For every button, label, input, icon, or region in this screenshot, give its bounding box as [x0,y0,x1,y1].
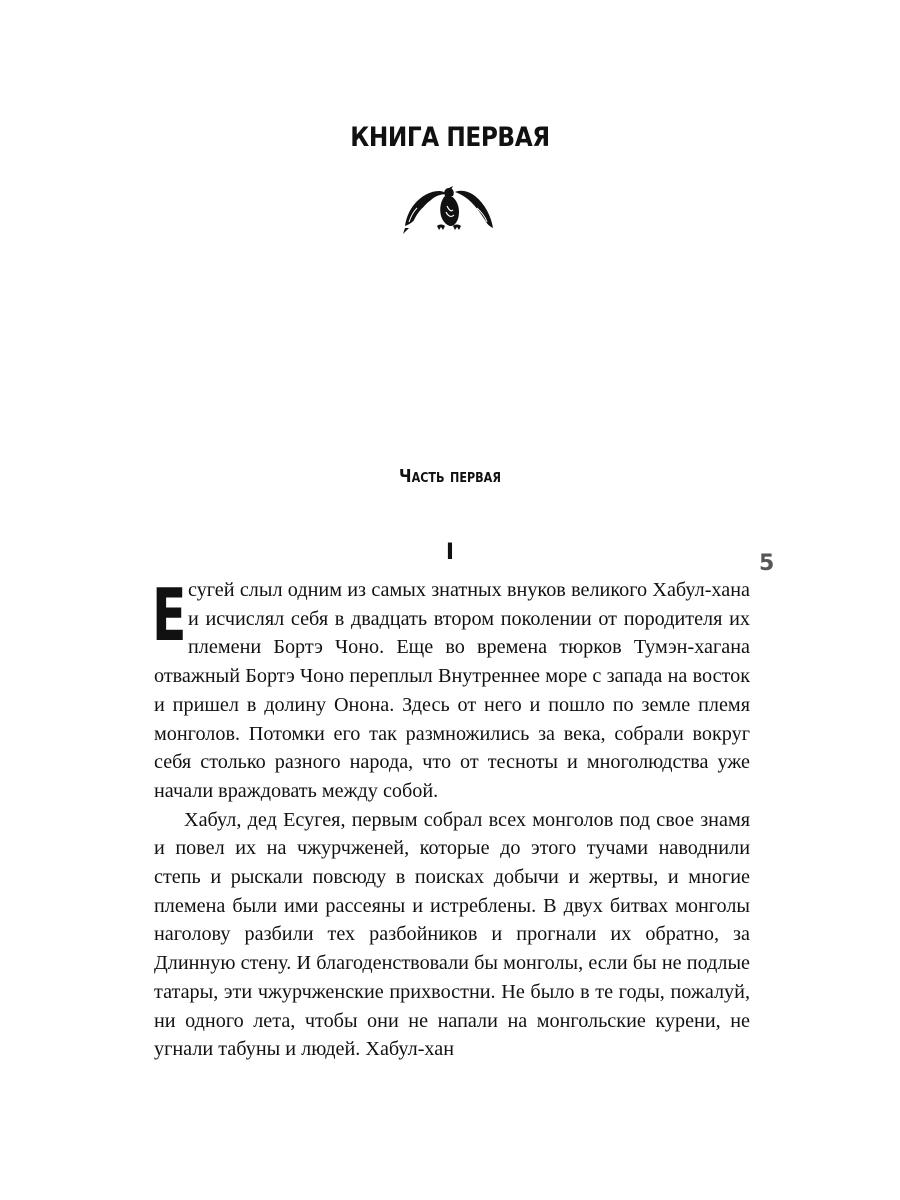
part-title: Часть первая [399,466,501,487]
body-text [152,573,750,1064]
eagle-icon [401,182,497,234]
paragraph-1-text: сугей слыл одним из самых знатных внуков великого Хабул-хана и исчислял себя в двадцать втором поколении от породителя их племени Бортэ Чоно. Еще во времена тюрков Тумэн-хагана отважный Бортэ Чоно переплыл Внутреннее море с запада на восток и пришел в долину Онона. Здесь от него и пошло по земле племя монголов. Потомки его так размножились за века, собрали вокруг себя столько разного народа, что от тесноты и многолюдства уже начали враждовать между собой. [154,579,750,802]
paragraph-2: Хабул, дед Есугея, первым собрал всех монголов под свое знамя и повел их на чжурчженей, которые до этого тучами наводнили степь и рыскали повсюду в поисках добычи и жертвы, и многие племена были ими рассеяны и истреблены. В двух битвах монголы наголову разбили тех разбойников и прогнали их обратно, за Длинную стену. И благоденствовали бы монголы, если бы не подлые татары, эти чжурчженские прихвостни. Не было в те годы, пожалуй, ни одного лета, чтобы они не напали на монгольские курени, не угнали табуны и людей. Хабул-хан [154,808,750,1061]
chapter-number: I [445,540,455,565]
book-title: КНИГА ПЕРВАЯ [350,122,550,153]
page-number: 5 [759,551,775,576]
paragraph-1 [152,573,750,806]
drop-cap: Е [152,573,187,657]
